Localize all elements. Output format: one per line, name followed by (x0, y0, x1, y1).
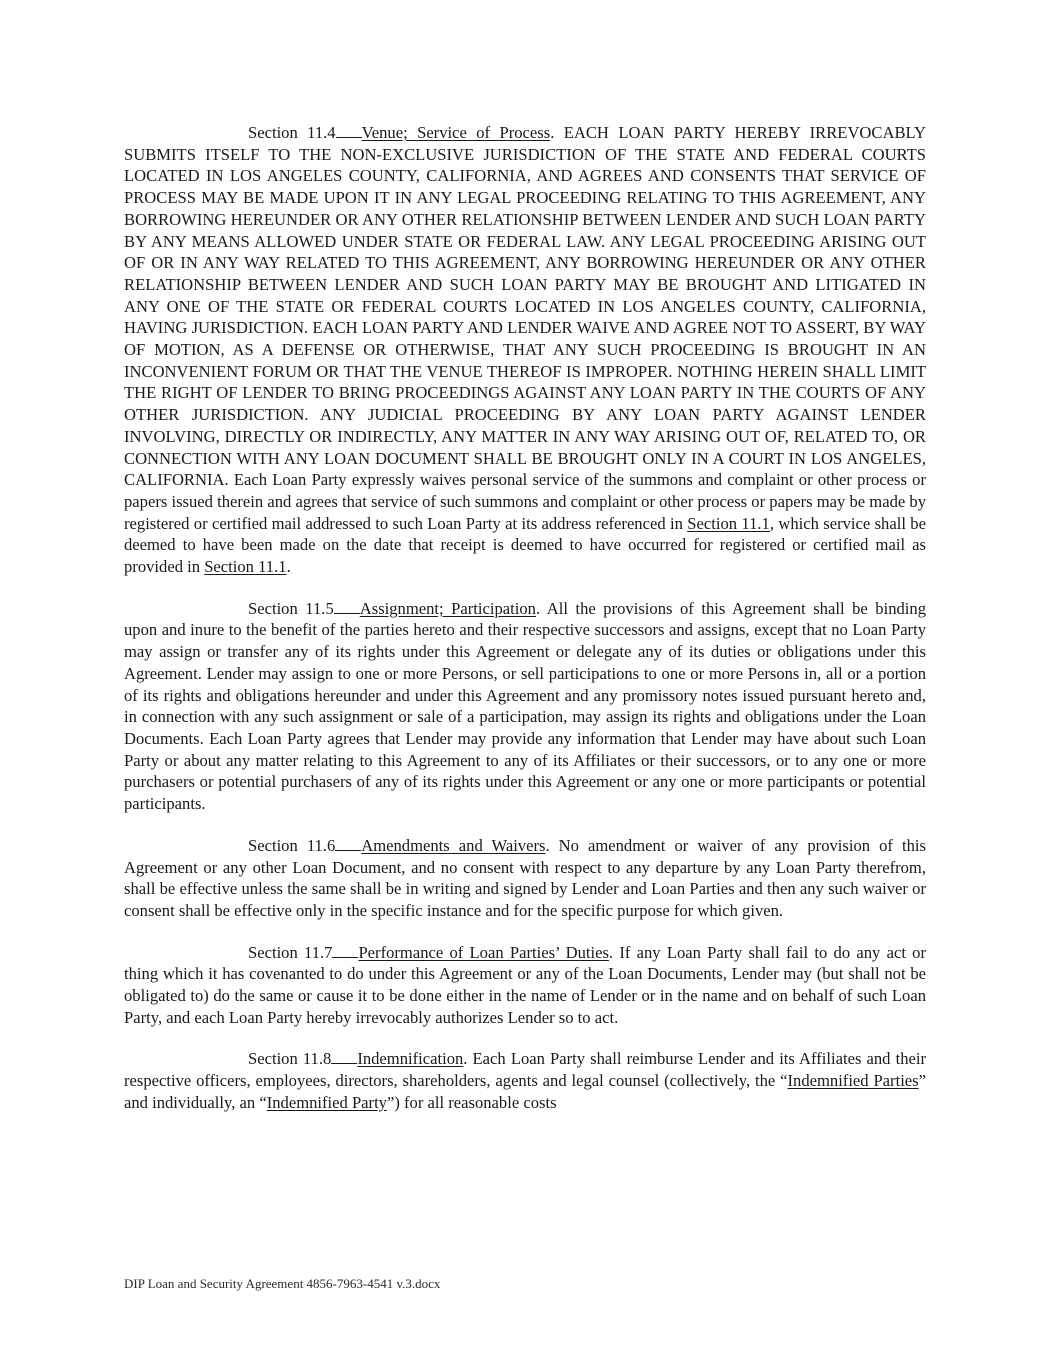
section-title: Venue; Service of Process (361, 123, 551, 142)
section-number: Section 11.6 (248, 835, 336, 855)
section-body: ”) for all reasonable costs (386, 1092, 557, 1112)
section-body: ” and individually, an “ (124, 1071, 926, 1112)
section-number: Section 11.7 (248, 942, 333, 962)
section-number: Section 11.5 (248, 598, 334, 618)
cross-reference: Section 11.1 (204, 557, 287, 577)
section-title: Amendments and Waivers (361, 835, 546, 855)
section-number: Section 11.8 (248, 1049, 332, 1069)
defined-term: Indemnified Party (266, 1092, 387, 1112)
heading-tab-underline (332, 943, 358, 958)
section-11-6 (124, 835, 926, 922)
cross-reference: Section 11.1 (687, 513, 770, 533)
section-11-4 (124, 122, 926, 578)
section-title: Indemnification (357, 1049, 464, 1069)
section-11-8 (124, 1048, 926, 1113)
section-body: , which service shall be deemed to have been made on the date that receipt is deemed to have occurred for registered or certified mail as provided in (124, 513, 926, 577)
section-body: . If any Loan Party shall fail to do any act or thing which it has covenanted to do under this Agreement or any of the Loan Documents, Lender may (but shall not be obligated to) do the same or cause it to be done either in the name of Lender or in the name and on behalf of such Loan Party, and each Loan Party hereby irrevocably authorizes Lender so to act. (124, 942, 926, 1027)
heading-tab-underline (335, 836, 361, 851)
section-number: Section 11.4 (248, 123, 336, 142)
section-body: . EACH LOAN PARTY HEREBY IRREVOCABLY SUBMITS ITSELF TO THE NON-EXCLUSIVE JURISDICTION OF THE STATE AND FEDERAL COURTS LOCATED IN LOS ANGELES COUNTY, CALIFORNIA, AND AGREES AND CONSENTS THAT SERVICE OF PROCESS MAY BE MADE UPON IT IN ANY LEGAL PROCEEDING RELATING TO THIS AGREEMENT, ANY BORROWING HEREUNDER OR ANY OTHER RELATIONSHIP BETWEEN LENDER AND SUCH LOAN PARTY BY ANY MEANS ALLOWED UNDER STATE OR FEDERAL LAW. ANY LEGAL PROCEEDING ARISING OUT OF OR IN ANY WAY RELATED TO THIS AGREEMENT, ANY BORROWING HEREUNDER OR ANY OTHER RELATIONSHIP BETWEEN LENDER AND SUCH LOAN PARTY MAY BE BROUGHT AND LITIGATED IN ANY ONE OF THE STATE OR FEDERAL COURTS LOCATED IN LOS ANGELES COUNTY, CALIFORNIA, HAVING JURISDICTION. EACH LOAN PARTY AND LENDER WAIVE AND AGREE NOT TO ASSERT, BY WAY OF MOTION, AS A DEFENSE OR OTHERWISE, THAT ANY SUCH PROCEEDING IS BROUGHT IN AN INCONVENIENT FORUM OR THAT THE VENUE THEREOF IS IMPROPER. NOTHING HEREIN SHALL LIMIT THE RIGHT OF LENDER TO BRING PROCEEDINGS AGAINST ANY LOAN PARTY IN THE COURTS OF ANY OTHER JURISDICTION. ANY JUDICIAL PROCEEDING BY ANY LOAN PARTY AGAINST LENDER INVOLVING, DIRECTLY OR INDIRECTLY, ANY MATTER IN ANY WAY ARISING OUT OF, RELATED TO, OR CONNECTION WITH ANY LOAN DOCUMENT SHALL BE BROUGHT ONLY IN A COURT IN LOS ANGELES, CALIFORNIA. Each Loan Party expressly waives personal service of the summons and complaint or other process or papers issued therein and agrees that service of such summons and complaint or other process or papers may be made by registered or certified mail addressed to such Loan Party at its address referenced in (124, 123, 926, 533)
section-11-5 (124, 598, 926, 815)
section-title: Performance of Loan Parties’ Duties (358, 942, 609, 962)
document-page (124, 122, 926, 1114)
defined-term: Indemnified Parties (787, 1071, 919, 1091)
heading-tab-underline (331, 1049, 357, 1064)
section-body: . Each Loan Party shall reimburse Lender and its Affiliates and their respective officers, employees, directors, shareholders, agents and legal counsel (collectively, the “ (124, 1049, 926, 1091)
section-body: . (286, 557, 291, 577)
section-11-7 (124, 942, 926, 1029)
section-body: . All the provisions of this Agreement shall be binding upon and inure to the benefit of the parties hereto and their respective successors and assigns, except that no Loan Party may assign or transfer any of its rights under this Agreement or delegate any of its duties or obligations under this Agreement. Lender may assign to one or more Persons, or sell participations to one or more Persons in, all or a portion of its rights and obligations hereunder and under this Agreement and any promissory notes issued pursuant hereto and, in connection with any such assignment or sale of a participation, may assign its rights and obligations under the Loan Documents. Each Loan Party agrees that Lender may provide any information that Lender may have about such Loan Party or about any matter relating to this Agreement to any of its Affiliates or their successors, or to any one or more purchasers or potential purchasers of any of its rights under this Agreement or any one or more participants or potential participants. (124, 598, 926, 814)
heading-tab-underline (334, 599, 360, 614)
page-footer: DIP Loan and Security Agreement 4856-7963-4541 v.3.docx (124, 1276, 441, 1291)
heading-tab-underline (336, 123, 362, 138)
section-title: Assignment; Participation (359, 598, 536, 618)
section-body: . No amendment or waiver of any provision of this Agreement or any other Loan Document, and no consent with respect to any departure by any Loan Party therefrom, shall be effective unless the same shall be in writing and signed by Lender and Loan Parties and then any such waiver or consent shall be effective only in the specific instance and for the specific purpose for which given. (124, 835, 926, 920)
